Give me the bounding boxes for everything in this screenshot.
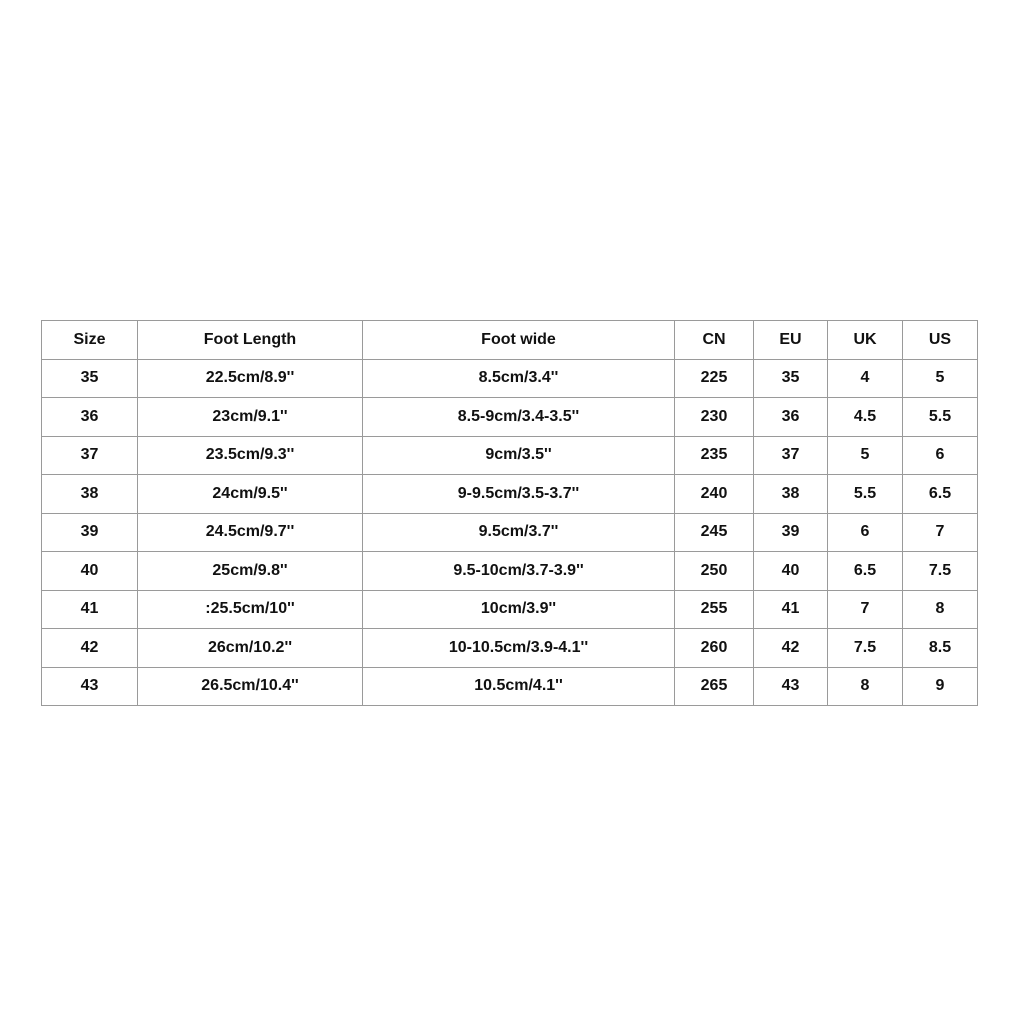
cell-foot-length: 26.5cm/10.4'' [138, 667, 363, 706]
header-foot-length: Foot Length [138, 321, 363, 360]
cell-uk: 8 [828, 667, 903, 706]
cell-size: 35 [42, 359, 138, 398]
cell-foot-wide: 8.5-9cm/3.4-3.5'' [363, 398, 675, 437]
cell-uk: 6.5 [828, 552, 903, 591]
cell-cn: 265 [675, 667, 754, 706]
cell-size: 41 [42, 590, 138, 629]
cell-eu: 36 [754, 398, 828, 437]
cell-uk: 6 [828, 513, 903, 552]
cell-foot-length: 23.5cm/9.3'' [138, 436, 363, 475]
cell-foot-wide: 8.5cm/3.4'' [363, 359, 675, 398]
cell-size: 37 [42, 436, 138, 475]
cell-foot-wide: 9-9.5cm/3.5-3.7'' [363, 475, 675, 514]
table-row [42, 667, 978, 706]
cell-us: 7 [903, 513, 978, 552]
cell-cn: 235 [675, 436, 754, 475]
cell-us: 7.5 [903, 552, 978, 591]
cell-eu: 43 [754, 667, 828, 706]
cell-uk: 4.5 [828, 398, 903, 437]
table-row [42, 552, 978, 591]
cell-uk: 5.5 [828, 475, 903, 514]
cell-us: 8 [903, 590, 978, 629]
cell-eu: 42 [754, 629, 828, 668]
cell-size: 40 [42, 552, 138, 591]
cell-us: 9 [903, 667, 978, 706]
header-uk: UK [828, 321, 903, 360]
cell-size: 38 [42, 475, 138, 514]
cell-eu: 39 [754, 513, 828, 552]
header-eu: EU [754, 321, 828, 360]
cell-eu: 35 [754, 359, 828, 398]
cell-foot-wide: 9.5-10cm/3.7-3.9'' [363, 552, 675, 591]
cell-foot-length: 23cm/9.1'' [138, 398, 363, 437]
header-us: US [903, 321, 978, 360]
cell-size: 39 [42, 513, 138, 552]
cell-uk: 4 [828, 359, 903, 398]
cell-foot-wide: 10.5cm/4.1'' [363, 667, 675, 706]
cell-eu: 37 [754, 436, 828, 475]
cell-foot-wide: 9.5cm/3.7'' [363, 513, 675, 552]
cell-us: 8.5 [903, 629, 978, 668]
cell-foot-wide: 10-10.5cm/3.9-4.1'' [363, 629, 675, 668]
header-row [42, 321, 978, 360]
cell-foot-wide: 9cm/3.5'' [363, 436, 675, 475]
cell-size: 36 [42, 398, 138, 437]
cell-us: 6.5 [903, 475, 978, 514]
cell-cn: 230 [675, 398, 754, 437]
cell-foot-length: 26cm/10.2'' [138, 629, 363, 668]
cell-us: 5 [903, 359, 978, 398]
header-size: Size [42, 321, 138, 360]
cell-foot-length: 24cm/9.5'' [138, 475, 363, 514]
table-row [42, 513, 978, 552]
cell-foot-length: 25cm/9.8'' [138, 552, 363, 591]
cell-cn: 255 [675, 590, 754, 629]
cell-cn: 240 [675, 475, 754, 514]
cell-size: 42 [42, 629, 138, 668]
cell-eu: 38 [754, 475, 828, 514]
table-row [42, 436, 978, 475]
cell-cn: 260 [675, 629, 754, 668]
header-foot-wide: Foot wide [363, 321, 675, 360]
cell-eu: 40 [754, 552, 828, 591]
table-row [42, 359, 978, 398]
cell-uk: 7 [828, 590, 903, 629]
cell-foot-length: :25.5cm/10'' [138, 590, 363, 629]
cell-uk: 5 [828, 436, 903, 475]
cell-eu: 41 [754, 590, 828, 629]
cell-foot-length: 24.5cm/9.7'' [138, 513, 363, 552]
table-row [42, 629, 978, 668]
cell-foot-wide: 10cm/3.9'' [363, 590, 675, 629]
cell-us: 6 [903, 436, 978, 475]
header-cn: CN [675, 321, 754, 360]
cell-cn: 245 [675, 513, 754, 552]
table-row [42, 475, 978, 514]
size-chart-table [41, 320, 978, 706]
cell-us: 5.5 [903, 398, 978, 437]
cell-foot-length: 22.5cm/8.9'' [138, 359, 363, 398]
cell-size: 43 [42, 667, 138, 706]
table-row [42, 398, 978, 437]
table-row [42, 590, 978, 629]
cell-cn: 225 [675, 359, 754, 398]
cell-uk: 7.5 [828, 629, 903, 668]
cell-cn: 250 [675, 552, 754, 591]
